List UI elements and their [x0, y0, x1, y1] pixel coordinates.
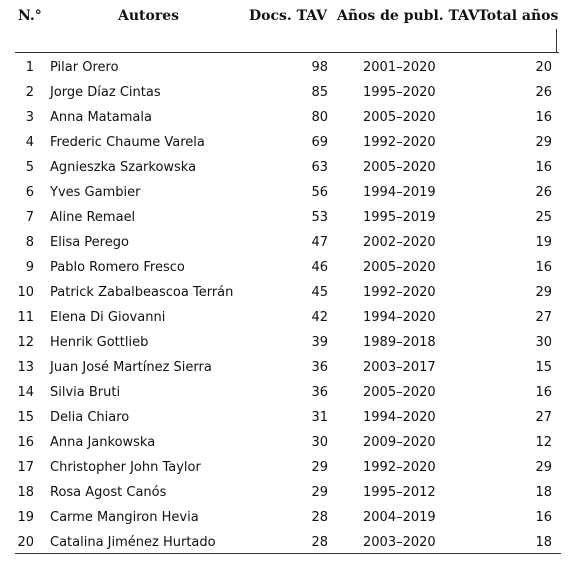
cell-years: 2004–2019 [363, 510, 436, 525]
cell-years: 2005–2020 [363, 160, 436, 175]
cell-author: Carme Mangiron Hevia [50, 510, 199, 525]
cell-number: 19 [17, 510, 34, 525]
cell-total: 12 [535, 435, 552, 450]
table-row [0, 430, 576, 455]
cell-author: Rosa Agost Canós [50, 485, 167, 500]
cell-total: 18 [535, 485, 552, 500]
cell-docs: 39 [311, 335, 328, 350]
cell-years: 2001–2020 [363, 60, 436, 75]
cell-number: 16 [17, 435, 34, 450]
cell-years: 2005–2020 [363, 385, 436, 400]
table-row [0, 155, 576, 180]
cell-docs: 28 [311, 510, 328, 525]
cell-total: 27 [535, 410, 552, 425]
cell-total: 15 [535, 360, 552, 375]
cell-docs: 31 [311, 410, 328, 425]
cell-docs: 29 [311, 485, 328, 500]
table-row [0, 480, 576, 505]
cell-years: 1989–2018 [363, 335, 436, 350]
cell-total: 26 [535, 85, 552, 100]
header-total-years: Total años [478, 8, 559, 24]
cell-years: 2003–2020 [363, 535, 436, 550]
cell-number: 13 [17, 360, 34, 375]
table-row [0, 455, 576, 480]
cell-docs: 29 [311, 460, 328, 475]
cell-number: 11 [17, 310, 34, 325]
table-row [0, 280, 576, 305]
cell-total: 18 [535, 535, 552, 550]
cell-number: 17 [17, 460, 34, 475]
cell-author: Silvia Bruti [50, 385, 121, 400]
cell-years: 1994–2020 [363, 310, 436, 325]
header-bottom-rule [15, 52, 559, 53]
table-body [0, 55, 576, 555]
cell-author: Yves Gambier [50, 185, 141, 200]
cell-docs: 28 [311, 535, 328, 550]
cell-years: 2005–2020 [363, 260, 436, 275]
cell-number: 1 [25, 60, 34, 75]
cell-years: 1994–2020 [363, 410, 436, 425]
table-row [0, 80, 576, 105]
cell-author: Henrik Gottlieb [50, 335, 149, 350]
cell-total: 16 [535, 260, 552, 275]
cell-years: 1992–2020 [363, 135, 436, 150]
cell-number: 7 [25, 210, 34, 225]
cell-docs: 45 [311, 285, 328, 300]
cell-docs: 56 [311, 185, 328, 200]
cell-docs: 53 [311, 210, 328, 225]
cell-author: Elisa Perego [50, 235, 129, 250]
cell-docs: 36 [311, 360, 328, 375]
cell-total: 27 [535, 310, 552, 325]
cell-number: 6 [25, 185, 34, 200]
table-row [0, 205, 576, 230]
cell-number: 4 [25, 135, 34, 150]
cell-number: 18 [17, 485, 34, 500]
cell-years: 1992–2020 [363, 460, 436, 475]
table-row [0, 230, 576, 255]
cell-years: 1992–2020 [363, 285, 436, 300]
table-row [0, 305, 576, 330]
cell-docs: 69 [311, 135, 328, 150]
cell-total: 16 [535, 385, 552, 400]
cell-number: 15 [17, 410, 34, 425]
table-row [0, 180, 576, 205]
cell-years: 1995–2020 [363, 85, 436, 100]
cell-number: 2 [25, 85, 34, 100]
cell-author: Pablo Romero Fresco [50, 260, 185, 275]
table-row [0, 330, 576, 355]
cell-number: 5 [25, 160, 34, 175]
cell-years: 1994–2019 [363, 185, 436, 200]
table-row [0, 105, 576, 130]
cell-years: 2002–2020 [363, 235, 436, 250]
cell-author: Frederic Chaume Varela [50, 135, 205, 150]
cell-docs: 80 [311, 110, 328, 125]
table-bottom-rule [15, 553, 561, 554]
cell-total: 29 [535, 460, 552, 475]
table-row [0, 55, 576, 80]
cell-total: 29 [535, 135, 552, 150]
cell-author: Catalina Jiménez Hurtado [50, 535, 216, 550]
table-row [0, 505, 576, 530]
cell-total: 26 [535, 185, 552, 200]
cell-docs: 63 [311, 160, 328, 175]
cell-docs: 85 [311, 85, 328, 100]
cell-total: 25 [535, 210, 552, 225]
table-row [0, 405, 576, 430]
table-row [0, 130, 576, 155]
cell-total: 16 [535, 110, 552, 125]
cell-total: 16 [535, 160, 552, 175]
cell-docs: 47 [311, 235, 328, 250]
cell-years: 2005–2020 [363, 110, 436, 125]
cell-docs: 42 [311, 310, 328, 325]
cell-author: Pilar Orero [50, 60, 119, 75]
cell-number: 12 [17, 335, 34, 350]
cell-number: 14 [17, 385, 34, 400]
cell-total: 20 [535, 60, 552, 75]
header-publication-years: Años de publ. TAV [337, 8, 479, 24]
cell-author: Christopher John Taylor [50, 460, 201, 475]
cell-docs: 98 [311, 60, 328, 75]
header-vertical-rule [556, 29, 557, 52]
cell-author: Delia Chiaro [50, 410, 130, 425]
cell-total: 29 [535, 285, 552, 300]
cell-total: 19 [535, 235, 552, 250]
cell-docs: 30 [311, 435, 328, 450]
cell-author: Anna Jankowska [50, 435, 156, 450]
table-row [0, 380, 576, 405]
cell-years: 1995–2012 [363, 485, 436, 500]
cell-years: 1995–2019 [363, 210, 436, 225]
cell-number: 10 [17, 285, 34, 300]
cell-total: 16 [535, 510, 552, 525]
cell-years: 2009–2020 [363, 435, 436, 450]
cell-author: Anna Matamala [50, 110, 152, 125]
header-docs-tav: Docs. TAV [249, 8, 327, 24]
cell-author: Patrick Zabalbeascoa Terrán [50, 285, 234, 300]
table-row [0, 530, 576, 555]
cell-docs: 46 [311, 260, 328, 275]
cell-docs: 36 [311, 385, 328, 400]
cell-author: Agnieszka Szarkowska [50, 160, 197, 175]
cell-number: 3 [25, 110, 34, 125]
table-row [0, 255, 576, 280]
header-number: N.° [18, 8, 42, 24]
header-authors: Autores [118, 8, 180, 24]
cell-number: 9 [25, 260, 34, 275]
cell-years: 2003–2017 [363, 360, 436, 375]
cell-total: 30 [535, 335, 552, 350]
table-row [0, 355, 576, 380]
cell-author: Juan José Martínez Sierra [50, 360, 212, 375]
table-header [0, 0, 576, 36]
cell-author: Jorge Díaz Cintas [50, 85, 161, 100]
cell-number: 8 [25, 235, 34, 250]
cell-number: 20 [17, 535, 34, 550]
cell-author: Aline Remael [50, 210, 136, 225]
cell-author: Elena Di Giovanni [50, 310, 166, 325]
